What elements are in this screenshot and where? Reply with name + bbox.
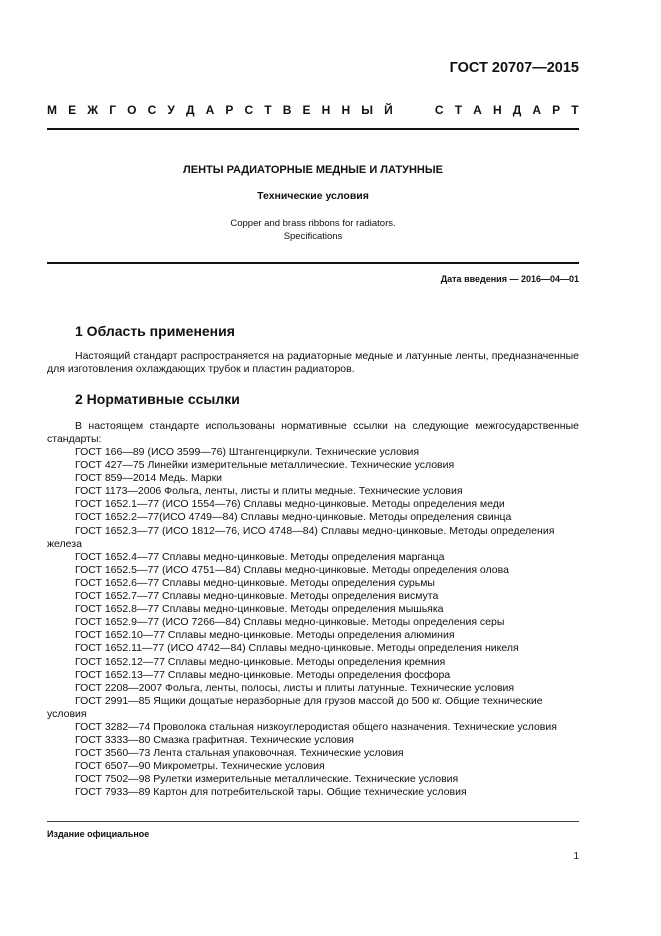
reference-item: ГОСТ 3560—73 Лента стальная упаковочная. Технические условия bbox=[75, 747, 404, 760]
banner-word-gap bbox=[404, 103, 424, 117]
reference-item: ГОСТ 3282—74 Проволока стальная низкоуглеродистая общего назначения. Технические условия bbox=[75, 720, 557, 733]
reference-item: ГОСТ 1652.7—77 Сплавы медно-цинковые. Методы определения висмута bbox=[75, 590, 439, 603]
banner-letter: Н bbox=[321, 103, 331, 117]
top-divider bbox=[47, 128, 579, 130]
banner-letter: С bbox=[147, 103, 157, 117]
banner-letter: Т bbox=[571, 103, 579, 117]
banner-letter: С bbox=[244, 103, 254, 117]
reference-item: ГОСТ 7502—98 Рулетки измерительные металлические. Технические условия bbox=[75, 773, 459, 786]
footer-divider bbox=[47, 821, 579, 822]
title-divider bbox=[47, 262, 579, 264]
banner-letter: А bbox=[205, 103, 215, 117]
reference-item: ГОСТ 1652.1—77 (ИСО 1554—76) Сплавы медно-цинковые. Методы определения меди bbox=[75, 498, 505, 511]
reference-item: ГОСТ 6507—90 Микрометры. Технические условия bbox=[75, 760, 325, 773]
reference-item: ГОСТ 1652.9—77 (ИСО 7266—84) Сплавы медно-цинковые. Методы определения серы bbox=[75, 616, 505, 629]
banner-letter: Г bbox=[109, 103, 117, 117]
reference-item: ГОСТ 2208—2007 Фольга, ленты, полосы, листы и плиты латунные. Технические условия bbox=[75, 681, 515, 694]
reference-item: ГОСТ 427—75 Линейки измерительные металлические. Технические условия bbox=[75, 459, 455, 472]
reference-item: ГОСТ 7933—89 Картон для потребительской тары. Общие технические условия bbox=[75, 786, 467, 799]
reference-item: ГОСТ 1652.2—77(ИСО 4749—84) Сплавы медно-цинковые. Методы определения свинца bbox=[75, 511, 512, 524]
reference-item: ГОСТ 859—2014 Медь. Марки bbox=[75, 472, 223, 485]
standard-title: ЛЕНТЫ РАДИАТОРНЫЕ МЕДНЫЕ И ЛАТУННЫЕ bbox=[183, 164, 443, 176]
standard-subtitle: Технические условия bbox=[257, 190, 369, 202]
banner-letter: А bbox=[532, 103, 542, 117]
document-number: ГОСТ 20707—2015 bbox=[449, 60, 579, 76]
introduction-date: Дата введения — 2016—04—01 bbox=[440, 274, 579, 284]
banner-letter: Ж bbox=[87, 103, 99, 117]
reference-item: ГОСТ 1652.10—77 Сплавы медно-цинковые. Методы определения алюминия bbox=[75, 629, 455, 642]
reference-item: ГОСТ 1652.12—77 Сплавы медно-цинковые. Методы определения кремния bbox=[75, 655, 446, 668]
banner-letter: Е bbox=[302, 103, 311, 117]
page-number: 1 bbox=[573, 851, 579, 862]
section-1-text: Настоящий стандарт распространяется на радиаторные медные и латунные ленты, предназначенные для изготовления охлаждающих трубок и пластин радиаторов. bbox=[47, 350, 579, 375]
banner-letter: С bbox=[434, 103, 444, 117]
reference-list bbox=[47, 446, 579, 800]
reference-item: ГОСТ 1652.5—77 (ИСО 4751—84) Сплавы медно-цинковые. Методы определения олова bbox=[75, 563, 509, 576]
banner-letter: В bbox=[282, 103, 292, 117]
reference-item: ГОСТ 166—89 (ИСО 3599—76) Штангенциркули. Технические условия bbox=[75, 446, 420, 458]
section-1-heading: 1 Область применения bbox=[75, 323, 235, 339]
official-edition-note: Издание официальное bbox=[47, 829, 150, 839]
banner-letter: О bbox=[127, 103, 137, 117]
banner-letter: Т bbox=[264, 103, 272, 117]
interstate-standard-banner bbox=[47, 103, 579, 117]
section-2-intro: В настоящем стандарте использованы нормативные ссылки на следующие межгосударственные стандарты: bbox=[47, 420, 579, 445]
reference-item: ГОСТ 1652.13—77 Сплавы медно-цинковые. Методы определения фосфора bbox=[75, 668, 451, 681]
reference-item: ГОСТ 1173—2006 Фольга, ленты, листы и плиты медные. Технические условия bbox=[75, 485, 463, 498]
reference-item: ГОСТ 2991—85 Ящики дощатые неразборные для грузов массой до 500 кг. Общие технические условия bbox=[47, 694, 543, 720]
section-2-heading: 2 Нормативные ссылки bbox=[75, 391, 240, 407]
banner-letter: У bbox=[167, 103, 175, 117]
reference-item: ГОСТ 1652.4—77 Сплавы медно-цинковые. Методы определения марганца bbox=[75, 550, 445, 563]
english-title bbox=[47, 217, 579, 243]
banner-letter: Р bbox=[552, 103, 561, 117]
english-title-line: Specifications bbox=[283, 231, 343, 242]
banner-letter: Т bbox=[454, 103, 463, 117]
banner-letter: М bbox=[47, 103, 57, 117]
banner-letter: Д bbox=[512, 103, 522, 117]
reference-item: ГОСТ 1652.3—77 (ИСО 1812—76, ИСО 4748—84) Сплавы медно-цинковые. Методы определения железа bbox=[47, 524, 555, 550]
banner-letter: Р bbox=[225, 103, 234, 117]
banner-letter: Ы bbox=[361, 103, 373, 117]
english-title-line: Copper and brass ribbons for radiators. bbox=[230, 218, 396, 229]
reference-item: ГОСТ 1652.6—77 Сплавы медно-цинковые. Методы определения сурьмы bbox=[75, 576, 435, 589]
reference-item: ГОСТ 1652.11—77 (ИСО 4742—84) Сплавы медно-цинковые. Методы определения никеля bbox=[75, 642, 519, 655]
banner-letter: Н bbox=[341, 103, 351, 117]
reference-item: ГОСТ 1652.8—77 Сплавы медно-цинковые. Методы определения мышьяка bbox=[75, 603, 444, 616]
banner-letter: Д bbox=[185, 103, 195, 117]
banner-letter: А bbox=[473, 103, 482, 117]
banner-letter: Е bbox=[68, 103, 77, 117]
banner-letter: Н bbox=[492, 103, 502, 117]
banner-letter: Й bbox=[384, 103, 393, 117]
reference-item: ГОСТ 3333—80 Смазка графитная. Технические условия bbox=[75, 734, 354, 747]
